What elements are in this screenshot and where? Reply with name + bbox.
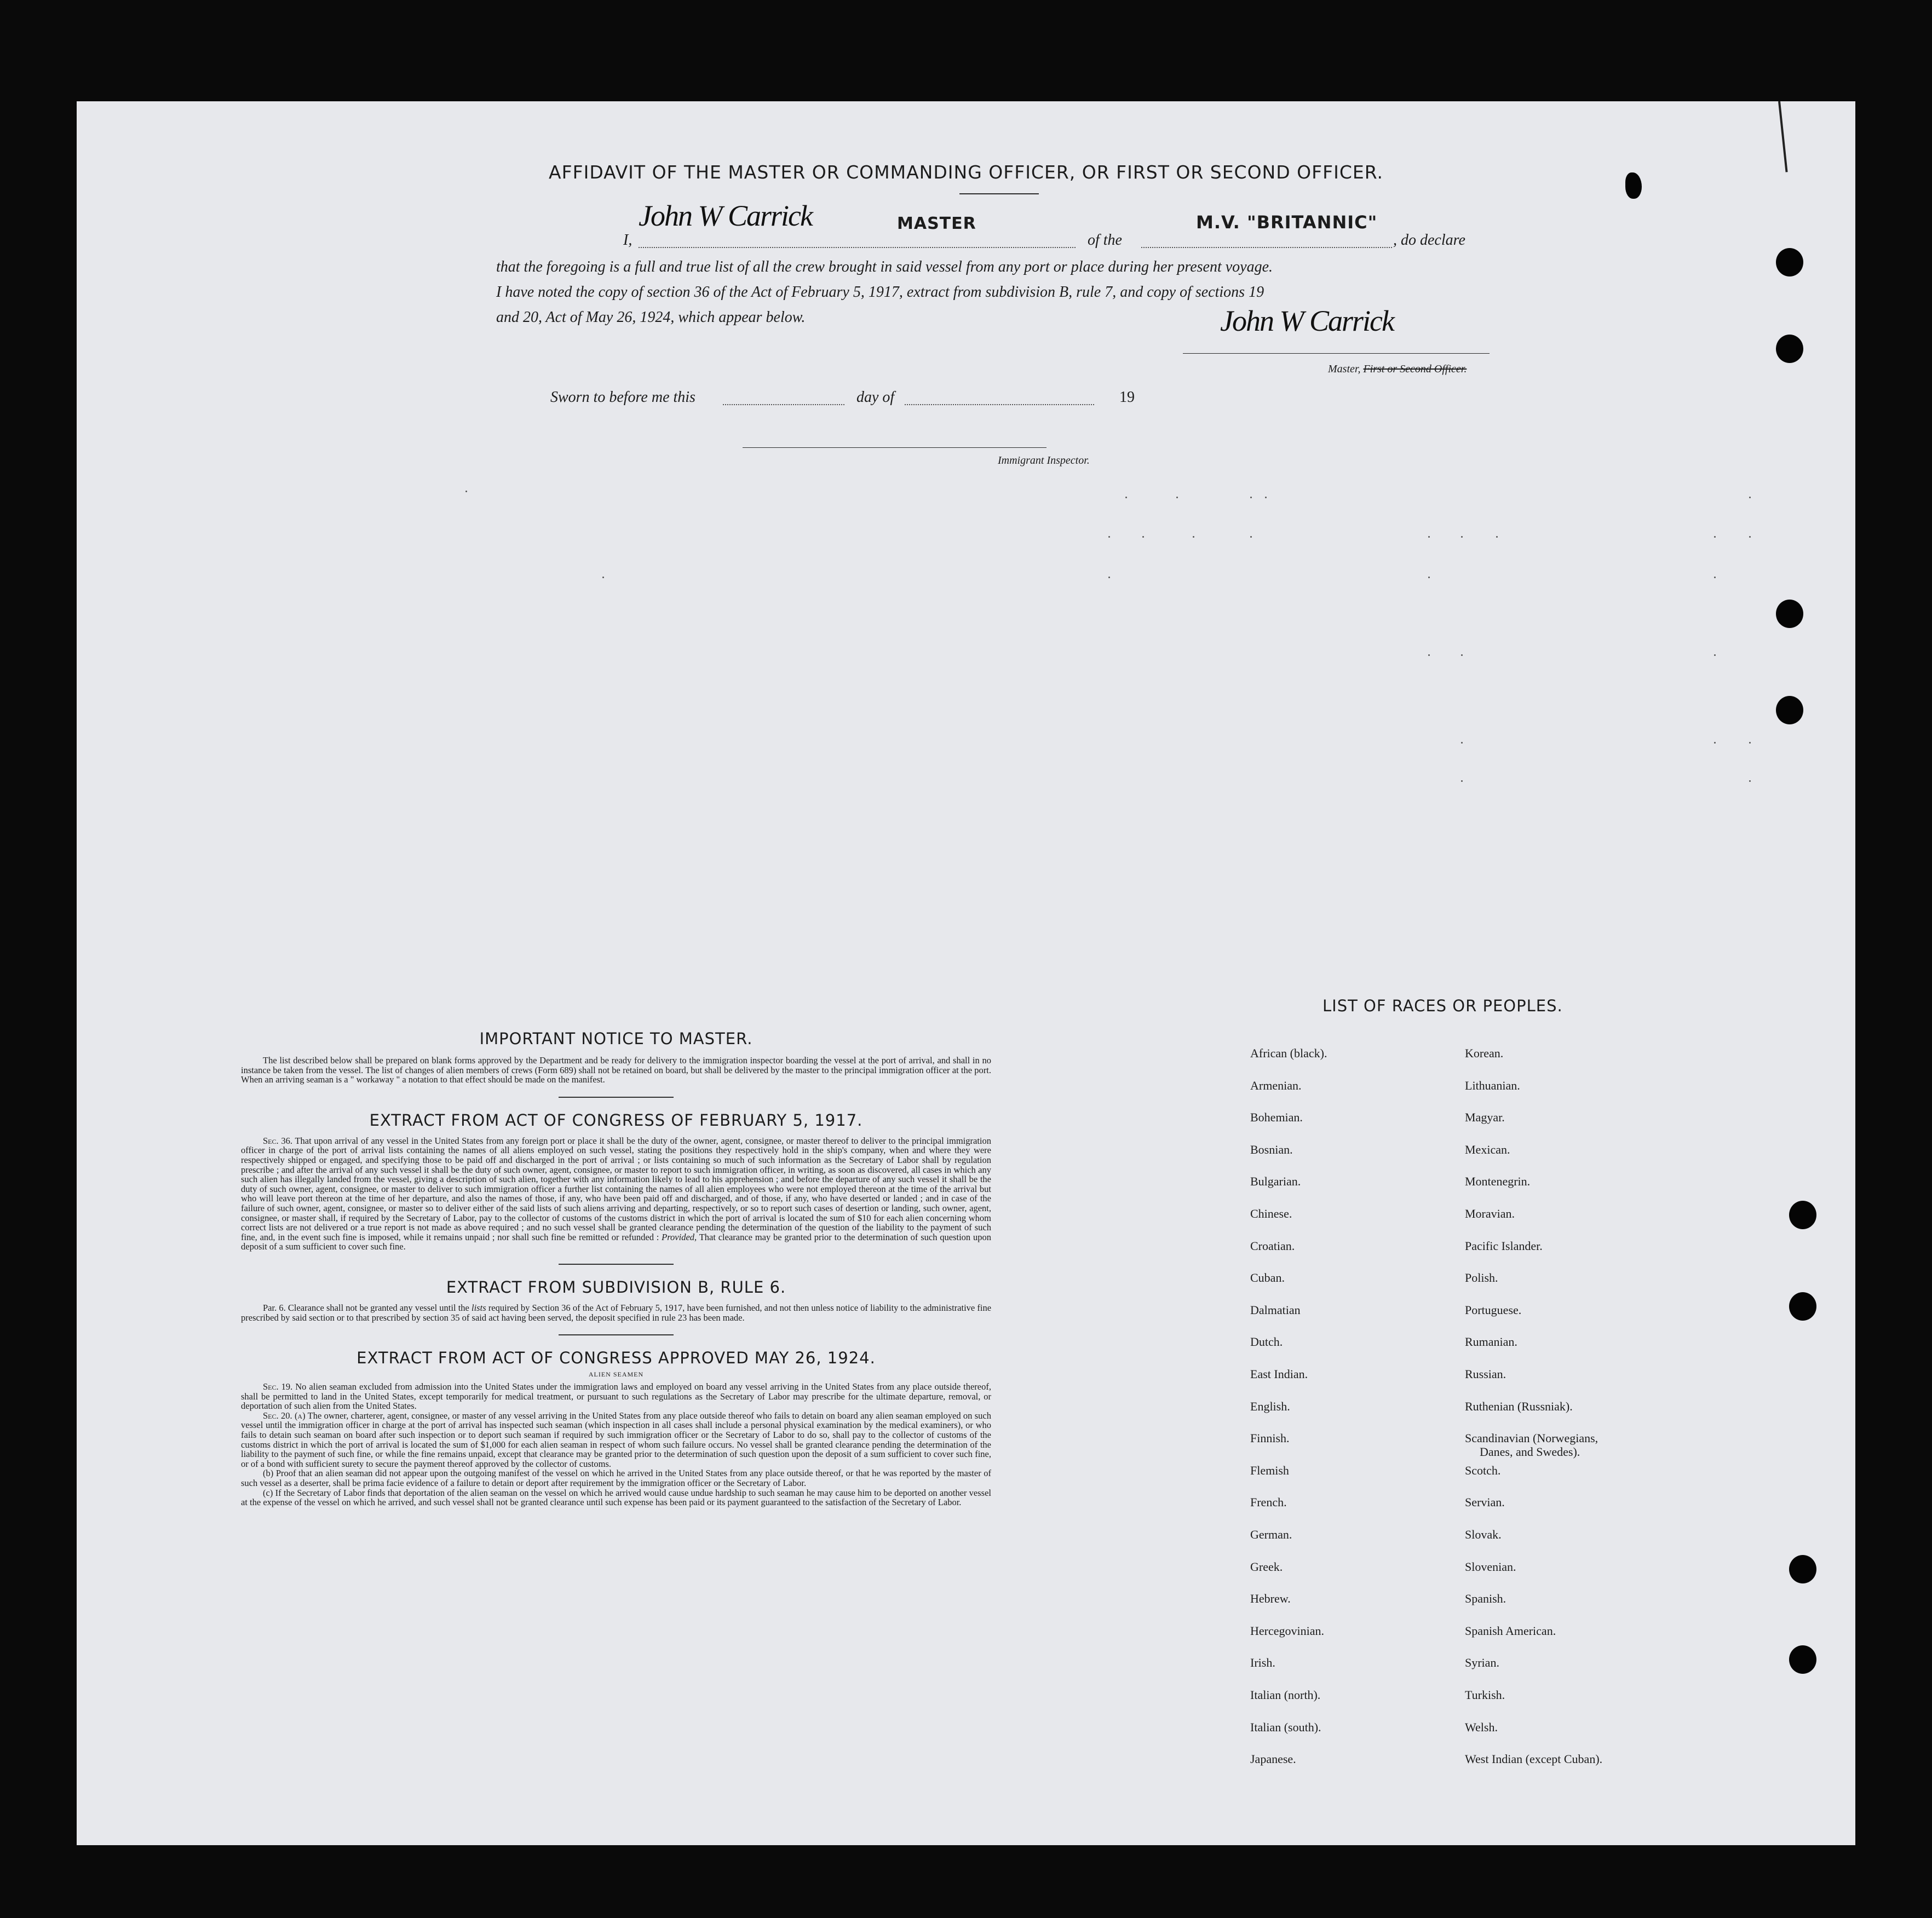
- race-item: Japanese.: [1250, 1752, 1296, 1766]
- sec-19-text: [241, 1382, 991, 1411]
- print-dot: [465, 491, 467, 492]
- race-item: Scandinavian (Norwegians,: [1465, 1431, 1599, 1445]
- race-item: Finnish.: [1250, 1431, 1290, 1445]
- race-item: Hebrew.: [1250, 1592, 1291, 1606]
- race-item: Moravian.: [1465, 1207, 1515, 1220]
- race-item: Syrian.: [1465, 1656, 1499, 1670]
- race-item: Slovenian.: [1465, 1559, 1516, 1574]
- par-6-post: required by Section 36 of the Act of February 5, 1917, have been furnished, and not then unless notice of liability to the administrative fine prescribed by said section or to that prescribed by section 35 of said act having been served, the deposit specified in rule 23 has been made.: [241, 1302, 992, 1323]
- race-item: Italian (north).: [1250, 1688, 1321, 1702]
- print-dot: [1714, 577, 1716, 578]
- sworn-day-fill: [723, 404, 844, 405]
- punch-hole: [1789, 1555, 1816, 1583]
- print-dot: [1428, 577, 1430, 578]
- race-item: Dalmatian: [1250, 1303, 1301, 1317]
- race-item: Hercegovinian.: [1250, 1623, 1324, 1638]
- sec-20b-body: Proof that an alien seaman did not appear upon the outgoing manifest of the vessel on which he arrived in the United States from any place outside thereof, or that he was reported by the master of such vessel as a deserter, shall be prima facie evidence of a failure to detain or deport after requirement by the immigration officer or the Secretary of Labor.: [241, 1468, 991, 1489]
- race-item: Italian (south).: [1250, 1720, 1321, 1734]
- master-signature-line: [1183, 353, 1490, 354]
- par-6-lists: lists: [472, 1302, 486, 1313]
- print-dot: [1749, 497, 1751, 498]
- par-6-pre: Clearance shall not be granted any vessel until the: [288, 1302, 469, 1313]
- print-dot: [1461, 742, 1463, 744]
- race-item: West Indian (except Cuban).: [1465, 1752, 1603, 1766]
- race-item: Dutch.: [1250, 1335, 1283, 1349]
- sec-20c-text: [241, 1488, 991, 1507]
- print-dot: [1749, 780, 1751, 782]
- race-item: Scotch.: [1465, 1463, 1501, 1477]
- race-item: Slovak.: [1465, 1528, 1502, 1541]
- print-dot: [1714, 654, 1716, 656]
- extract-rule6-title: EXTRACT FROM SUBDIVISION B, RULE 6.: [446, 1277, 786, 1297]
- race-item: Bosnian.: [1250, 1142, 1293, 1156]
- proviso-body: That clearance may be granted prior to the determination of such question upon deposit of a sum sufficient to cover such fine.: [241, 1231, 991, 1252]
- sec-20a-text: [241, 1411, 991, 1469]
- race-item: Portuguese.: [1465, 1303, 1522, 1317]
- form-page: [77, 101, 1855, 1845]
- sworn-month-fill: [905, 404, 1094, 405]
- race-item: Spanish.: [1465, 1592, 1507, 1606]
- race-item-continuation: Danes, and Swedes).: [1480, 1445, 1580, 1459]
- section-divider: [559, 1334, 674, 1335]
- print-dot: [1714, 536, 1716, 538]
- affidavit-title: [77, 162, 1855, 183]
- print-dot: [1749, 536, 1751, 538]
- print-dot: [1250, 536, 1252, 538]
- master-caption: [1328, 363, 1467, 376]
- affidavit-line-3: I have noted the copy of section 36 of the Act of February 5, 1917, extract from subdivision B, rule 7, and copy of sections 19: [496, 284, 1264, 301]
- punch-hole: [1789, 1201, 1816, 1229]
- sec-20c-label: (c): [263, 1487, 273, 1498]
- punch-hole: [1776, 696, 1803, 724]
- alien-seamen-subtitle: ALIEN SEAMEN: [588, 1370, 644, 1379]
- section-divider: [559, 1264, 674, 1265]
- extract-rule6-text: [241, 1303, 991, 1322]
- print-dot: [1142, 536, 1144, 538]
- race-item: Welsh.: [1465, 1720, 1498, 1734]
- of-the-label: of the: [1088, 232, 1122, 249]
- punch-hole: [1789, 1292, 1816, 1321]
- notices-column: [241, 1029, 991, 1507]
- extract-1917-text: [241, 1136, 991, 1252]
- print-dot: [1461, 654, 1463, 656]
- print-dot: [1428, 536, 1430, 538]
- affidavit-line-4: and 20, Act of May 26, 1924, which appear below.: [496, 309, 806, 326]
- important-notice-title: IMPORTANT NOTICE TO MASTER.: [479, 1029, 753, 1048]
- race-item: Irish.: [1250, 1656, 1275, 1670]
- sec-20a-body: The owner, charterer, agent, consignee, or master of any vessel arriving in the United States from any place outside thereof who fails to detain on board any alien seaman employed on such vessel until the immigration officer in charge at the port of arrival has inspected such seaman (which inspection in all cases shall include a personal physical examination by the medical examiners), or who fails to detain such seaman on board after such inspection or to deport such seaman if required by such immigration officer or the Secretary of Labor to do so, shall pay to the collector of customs of the customs district in which the port of arrival is located the sum of $1,000 for each alien seaman in respect of whom such failure occurs. No vessel shall be granted clearance pending the determination of the liability to the payment of such fine, or while the fine remains unpaid, except that clearance may be granted prior to the determination of such question upon the deposit of a sum sufficient to cover such fine, or of a bond with sufficient surety to secure the payment thereof approved by the collector of customs.: [241, 1410, 991, 1469]
- race-item: Russian.: [1465, 1367, 1507, 1381]
- title-rule: [959, 193, 1039, 194]
- race-item: Croatian.: [1250, 1239, 1295, 1253]
- race-item: Flemish: [1250, 1463, 1289, 1477]
- print-dot: [1461, 536, 1463, 538]
- print-dot: [1108, 536, 1110, 538]
- race-item: Lithuanian.: [1465, 1078, 1520, 1092]
- sec-19-body: No alien seaman excluded from admission into the United States under the immigration laws and employed on board any vessel arriving in the United States from any place outside thereof, shall be permitted to land in the United States, except temporarily for medical treatment, or pursuant to such regulations as the Secretary of Labor may prescribe for the ultimate departure, removal, or deportation of such alien from the United States.: [241, 1381, 991, 1412]
- race-item: Servian.: [1465, 1495, 1505, 1510]
- race-item: Magyar.: [1465, 1110, 1505, 1125]
- race-item: African (black).: [1250, 1046, 1327, 1060]
- master-caption-text: Master,: [1328, 363, 1361, 375]
- vessel-fill-line: [1141, 247, 1392, 248]
- master-signature: John W Carrick: [1220, 304, 1394, 337]
- sec-20b-label: (b): [263, 1468, 274, 1479]
- race-item: Cuban.: [1250, 1271, 1285, 1285]
- rank-fill-line: [639, 247, 1076, 248]
- print-dot: [1461, 780, 1463, 782]
- race-item: Polish.: [1465, 1271, 1498, 1285]
- print-dot: [1108, 577, 1110, 578]
- extract-1924-title: EXTRACT FROM ACT OF CONGRESS APPROVED MAY 26, 1924.: [357, 1349, 876, 1368]
- section-divider: [559, 1097, 674, 1098]
- race-item: Rumanian.: [1465, 1335, 1517, 1349]
- par-6-label: Par. 6.: [263, 1302, 286, 1313]
- sec-36-label: Sec. 36.: [263, 1135, 292, 1146]
- race-item: English.: [1250, 1399, 1290, 1413]
- race-item: Turkish.: [1465, 1688, 1505, 1702]
- print-dot: [1749, 742, 1751, 744]
- sec-36-body: That upon arrival of any vessel in the United States from any foreign port or place it shall be the duty of the owner, agent, consignee, or master thereof to deliver to the principal immigration officer in charge of the port of arrival lists containing the names of all aliens employed on such vessel, stating the positions they respectively hold in the ship's company, when and where they were respectively shipped or engaged, and specifying those to be paid off and discharged in the port of arrival ; or lists containing so much of such information as the Secretary of Labor shall by regulation prescribe ; and after the arrival of any such vessel it shall be the duty of such owner, agent, consignee, or master to report to such immigration officer, in writing, as soon as discovered, all cases in which any such alien has illegally landed from the vessel, giving a description of such alien, together with any information likely to lead to his apprehension ; and before the departure of any such vessel it shall be the duty of such owner, agent, consignee, or master to deliver to such immigration officer a further list containing the names of all alien employees who were not employed thereon at the time of the arrival but who will leave port thereon at the time of her departure, and also the names of those, if any, who have been paid off and discharged, and of those, if any, who have deserted or landed ; and in case of the failure of such owner, agent, consignee, or master so to deliver either of the said lists of such aliens arriving and departing, respectively, or so to report such cases of desertion or landing, such owner, agent, consignee, or master shall, if required by the Secretary of Labor, pay to the collector of customs of the customs district in which the port of arrival is located the sum of $10 for each alien concerning whom correct lists are not delivered or a true report is not made as above required ; and no such vessel shall be granted clearance pending the determination of the question of the liability to the payment of such fine, and, in the event such fine is imposed, while it remains unpaid ; nor shall such fine be remitted or refunded :: [241, 1135, 991, 1242]
- race-item: Chinese.: [1250, 1207, 1292, 1220]
- race-item: Greek.: [1250, 1559, 1283, 1574]
- print-dot: [1714, 742, 1716, 744]
- sec-20b-text: [241, 1468, 991, 1488]
- race-item: Ruthenian (Russniak).: [1465, 1399, 1573, 1413]
- race-item: Bulgarian.: [1250, 1174, 1301, 1189]
- sec-20-label: Sec. 20. (a): [263, 1410, 306, 1421]
- race-item: Pacific Islander.: [1465, 1239, 1543, 1253]
- declarant-signature: John W Carrick: [639, 199, 812, 232]
- race-item: French.: [1250, 1495, 1287, 1510]
- i-label: I,: [623, 232, 633, 249]
- race-item: Korean.: [1465, 1046, 1504, 1060]
- sworn-label: Sworn to before me this: [550, 389, 695, 406]
- sec-19-label: Sec. 19.: [263, 1381, 293, 1392]
- day-of-label: day of: [856, 389, 895, 406]
- punch-hole: [1789, 1645, 1816, 1674]
- print-dot: [1176, 497, 1178, 498]
- rank-field: MASTER: [897, 214, 976, 233]
- extract-1917-title: EXTRACT FROM ACT OF CONGRESS OF FEBRUARY 5, 1917.: [369, 1110, 863, 1130]
- do-declare-label: , do declare: [1393, 232, 1465, 249]
- struck-officer-caption: First or Second Officer.: [1363, 363, 1467, 375]
- affidavit-title-text: AFFIDAVIT OF THE MASTER OR COMMANDING OFFICER, OR FIRST OR SECOND OFFICER.: [549, 162, 1383, 183]
- print-dot: [1428, 654, 1430, 656]
- affidavit-line-2: that the foregoing is a full and true list of all the crew brought in said vessel from any port or place during her present voyage.: [496, 258, 1273, 275]
- punch-hole: [1776, 335, 1803, 363]
- race-item: Spanish American.: [1465, 1623, 1556, 1638]
- inspector-caption: Immigrant Inspector.: [998, 454, 1090, 466]
- punch-hole: [1776, 600, 1803, 628]
- print-dot: [602, 577, 604, 578]
- print-dot: [1250, 497, 1252, 498]
- print-dot: [1193, 536, 1194, 538]
- print-dot: [1496, 536, 1498, 538]
- race-item: Armenian.: [1250, 1078, 1302, 1092]
- sec-20c-body: If the Secretary of Labor finds that deportation of the alien seaman on the vessel on which he arrived would cause undue hardship to such seaman he may cause him to be deported on another vessel at the expense of the vessel on which he arrived, and such vessel shall not be granted clearance until such expense has been paid or its payment guaranteed to the satisfaction of the Secretary of Labor.: [241, 1487, 991, 1508]
- important-notice-text: The list described below shall be prepared on blank forms approved by the Department and be ready for delivery to the immigration inspector boarding the vessel at the port of arrival, and shall in no instance be taken from the vessel. The list of changes of alien members of crews (Form 689) shall not be retained on board, but shall be delivered by the master to the principal immigration officer at the port. When an arriving seaman is a " workaway " a notation to that effect should be made on the manifest.: [241, 1055, 991, 1085]
- year-prefix: 19: [1119, 389, 1135, 406]
- proviso-label: Provided,: [662, 1231, 697, 1242]
- races-title: LIST OF RACES OR PEOPLES.: [1323, 997, 1563, 1015]
- race-item: Montenegrin.: [1465, 1174, 1531, 1189]
- punch-hole: [1776, 248, 1803, 277]
- print-dot: [1125, 497, 1127, 498]
- race-item: Mexican.: [1465, 1142, 1510, 1156]
- print-dot: [1265, 497, 1267, 498]
- race-item: German.: [1250, 1528, 1292, 1541]
- vessel-field: M.V. "BRITANNIC": [1196, 212, 1378, 233]
- inspector-signature-line: [743, 447, 1046, 448]
- race-item: Bohemian.: [1250, 1110, 1303, 1125]
- race-item: East Indian.: [1250, 1367, 1308, 1381]
